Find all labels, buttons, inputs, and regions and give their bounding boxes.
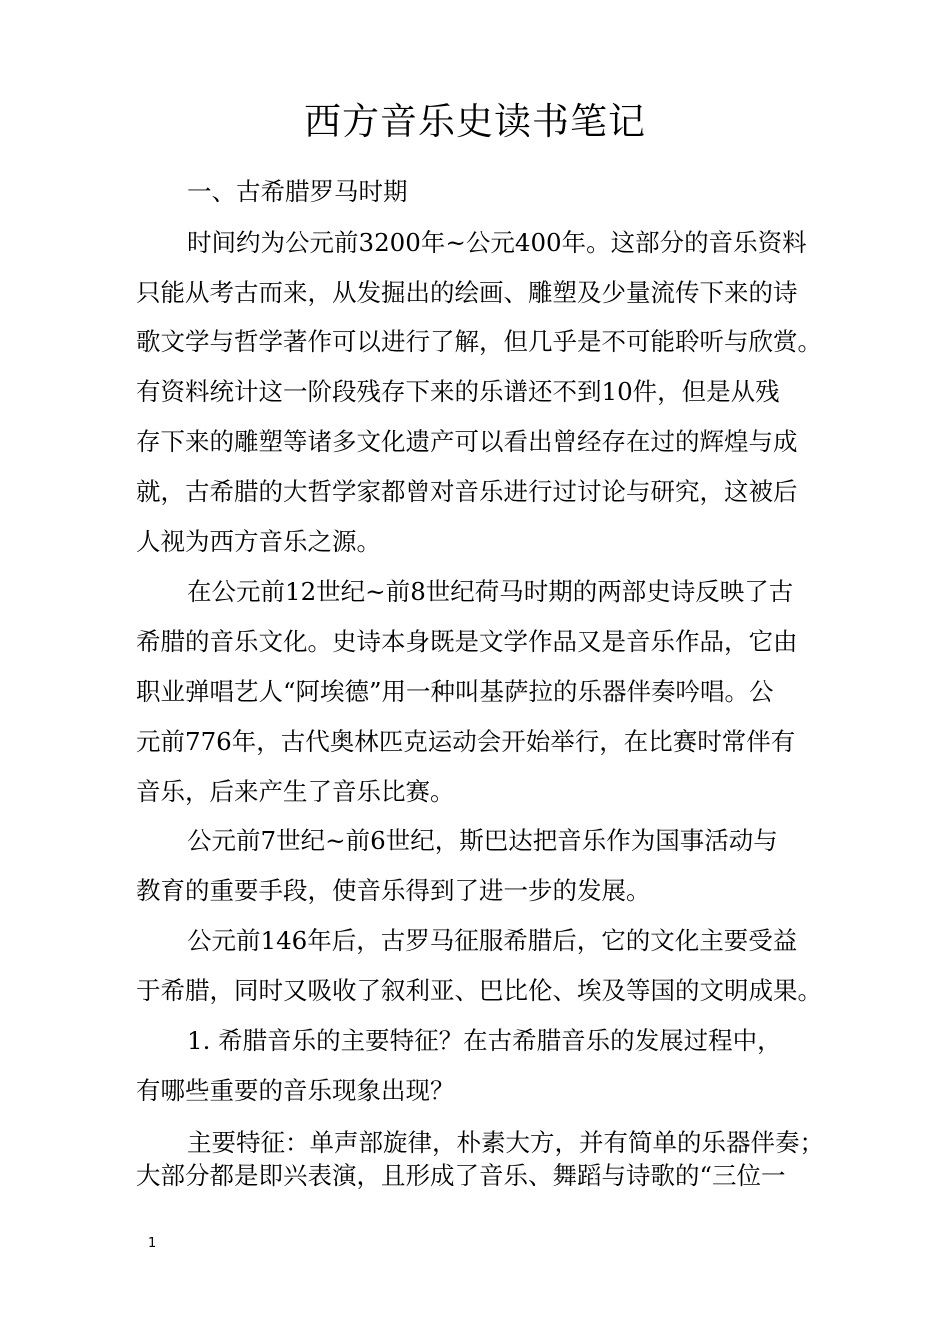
paragraph-line: 音乐，后来产生了音乐比赛。	[136, 777, 455, 806]
paragraph-line: 只能从考古而来，从发掘出的绘画、雕塑及少量流传下来的诗	[136, 278, 798, 307]
paragraph-line: 公元前146年后，古罗马征服希腊后，它的文化主要受益	[187, 926, 798, 955]
page-number: 1	[148, 1236, 157, 1251]
paragraph-line: 教育的重要手段，使音乐得到了进一步的发展。	[136, 876, 651, 905]
paragraph-line: 希腊的音乐文化。史诗本身既是文学作品又是音乐作品，它由	[136, 627, 798, 656]
paragraph-line: 大部分都是即兴表演，且形成了音乐、舞蹈与诗歌的“三位一	[136, 1161, 786, 1190]
paragraph-line: 主要特征：单声部旋律，朴素大方，并有简单的乐器伴奏；	[187, 1128, 824, 1157]
paragraph-line: 时间约为公元前3200年~公元400年。这部分的音乐资料	[187, 228, 807, 257]
paragraph-line: 公元前7世纪~前6世纪，斯巴达把音乐作为国事活动与	[187, 826, 778, 855]
paragraph-line: 在公元前12世纪~前8世纪荷马时期的两部史诗反映了古	[187, 577, 794, 606]
paragraph-line: 职业弹唱艺人“阿埃德”用一种叫基萨拉的乐器伴奏吟唱。公	[136, 677, 774, 706]
paragraph-line: 歌文学与哲学著作可以进行了解，但几乎是不可能聆听与欣赏。	[136, 327, 822, 356]
paragraph-line: 于希腊，同时又吸收了叙利亚、巴比伦、埃及等国的文明成果。	[136, 976, 822, 1005]
section-heading: 一、古希腊罗马时期	[187, 177, 408, 206]
paragraph-line: 存下来的雕塑等诸多文化遗产可以看出曾经存在过的辉煌与成	[136, 427, 798, 456]
paragraph-line: 有资料统计这一阶段残存下来的乐谱还不到10件，但是从残	[136, 377, 780, 406]
paragraph-line: 就，古希腊的大哲学家都曾对音乐进行过讨论与研究，这被后	[136, 477, 798, 506]
document-title: 西方音乐史读书笔记	[304, 100, 646, 143]
question-line: 有哪些重要的音乐现象出现？	[136, 1076, 455, 1105]
question-line: 1. 希腊音乐的主要特征？在古希腊音乐的发展过程中，	[187, 1026, 782, 1055]
paragraph-line: 元前776年，古代奥林匹克运动会开始举行，在比赛时常伴有	[136, 727, 796, 756]
paragraph-line: 人视为西方音乐之源。	[136, 527, 381, 556]
